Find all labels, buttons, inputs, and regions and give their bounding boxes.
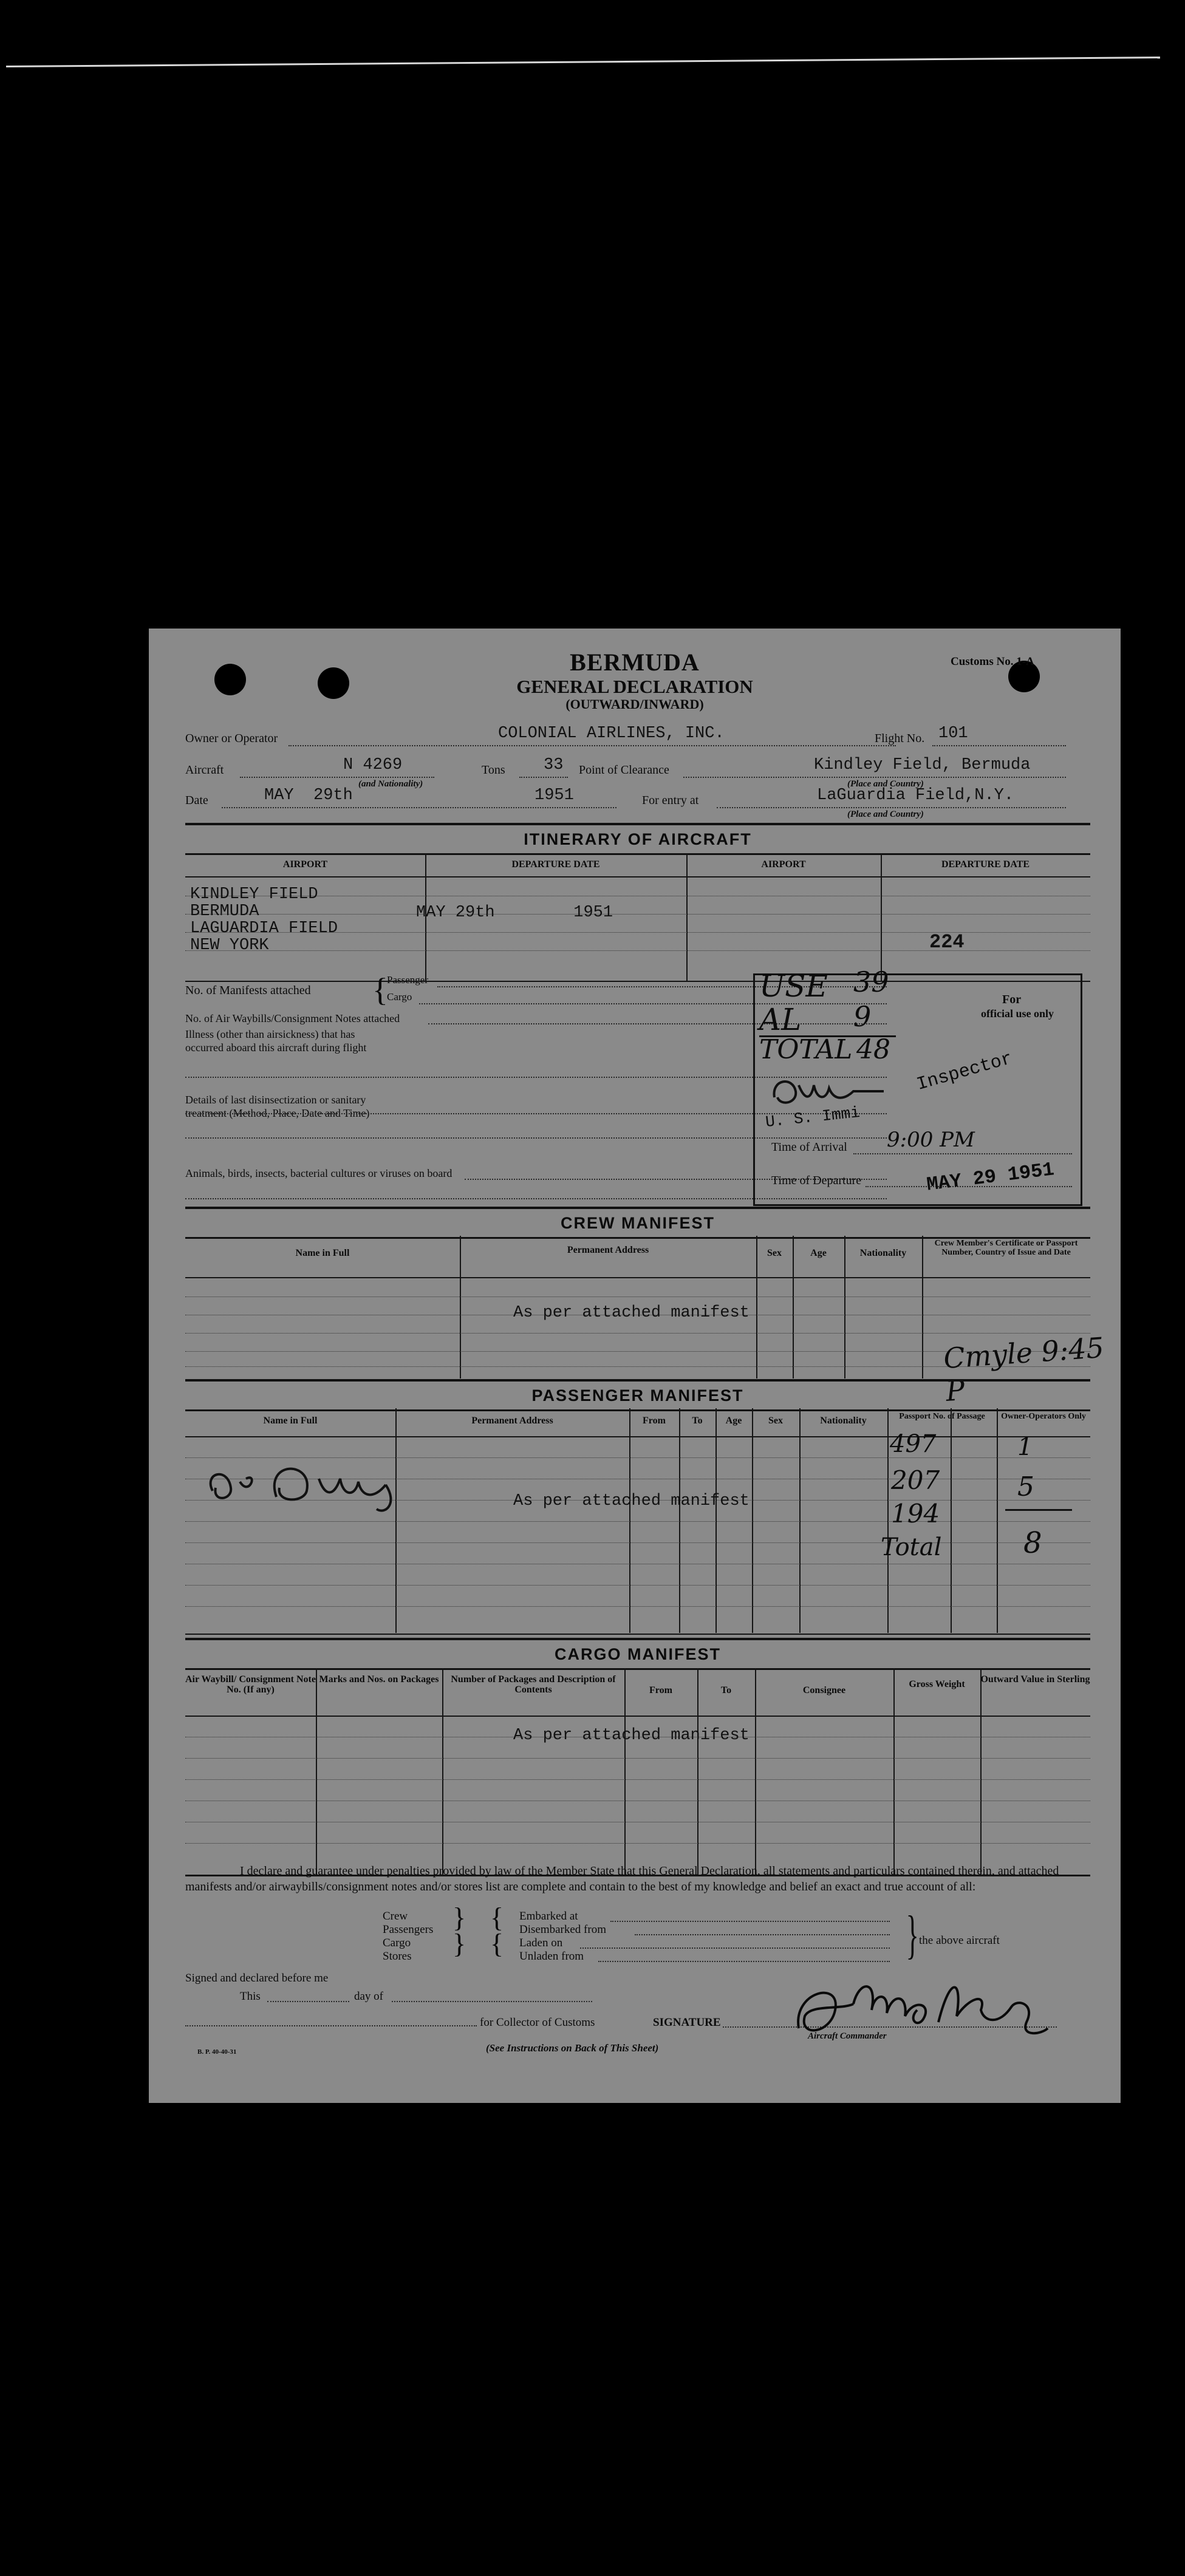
day-label: day of [354,1990,384,2003]
crew-col-sex: Sex [767,1248,782,1258]
hand-al-value: 9 [853,1000,872,1033]
decl-embarked: Embarked at [519,1910,578,1923]
animals-label: Animals, birds, insects, bacterial cultures or viruses on board [185,1167,452,1179]
entry-label: For entry at [642,794,699,807]
passenger-col-age: Age [725,1416,742,1426]
cargo-col-to: To [720,1685,732,1695]
itinerary-airport-2: BERMUDA [190,902,259,921]
entry-value: LaGuardia Field,N.Y. [817,786,1014,805]
passenger-note: As per attached manifest [513,1492,750,1510]
hand-owner-count-1: 1 [1017,1433,1033,1461]
declaration-mid-items [519,1910,606,1963]
hand-al-label: AL [759,1002,802,1037]
itinerary-col-airport-2: AIRPORT [761,859,806,870]
official-for-label: For [1002,993,1022,1006]
commander-label: Aircraft Commander [808,2031,887,2041]
disinsect-label: Details of last disinsectization or sanitary treatment (Method, Place, Date and Time) [185,1094,370,1119]
itinerary-heading: ITINERARY OF AIRCRAFT [185,823,1090,855]
customs-form-number: Customs No. 1-A [951,655,1034,668]
inspector-stamp: Inspector [914,1048,1015,1095]
official-use-label: official use only [981,1007,1054,1020]
hand-passport-207: 207 [891,1465,940,1495]
collector-label: for Collector of Customs [480,2016,595,2029]
cargo-col-from: From [649,1685,672,1695]
decl-item-stores: Stores [383,1950,412,1963]
this-label: This [240,1990,261,2003]
cargo-col-weight: Gross Weight [909,1679,965,1689]
itinerary-col-airport: AIRPORT [282,859,328,870]
illness-label: Illness (other than airsickness) that has occurred aboard this aircraft during flight [185,1028,367,1054]
aircraft-label: Aircraft [185,763,224,777]
cargo-note: As per attached manifest [513,1726,750,1745]
departure-date-stamp: MAY 29 1951 [925,1158,1056,1196]
decl-item-crew: Crew [383,1910,408,1923]
passenger-col-name: Name in Full [263,1416,318,1426]
itinerary-airport-3: LAGUARDIA FIELD [190,919,338,938]
manifests-label: No. of Manifests attached [185,984,311,997]
passenger-col-owner: Owner-Operators Only [1001,1412,1086,1421]
crew-note: As per attached manifest [513,1304,750,1322]
aircraft-note: (and Nationality) [358,779,423,789]
decl-item-passengers: Passengers [383,1923,434,1936]
hand-total-value: 48 [856,1034,890,1065]
colony-name: BERMUDA [570,649,700,676]
owner-value: COLONIAL AIRLINES, INC. [498,724,725,743]
passenger-col-from: From [643,1416,666,1426]
aircraft-value: N 4269 [343,756,403,774]
date-value: MAY 29th [264,786,353,805]
tons-value: 33 [544,756,564,774]
cargo-heading: CARGO MANIFEST [185,1638,1090,1670]
decl-disembarked: Disembarked from [519,1923,606,1936]
manifests-brace: { [372,972,388,1008]
hand-use-label: USE [759,969,828,1004]
crew-col-address: Permanent Address [567,1245,649,1255]
signature-label: SIGNATURE [653,2016,721,2029]
decl-laden: Laden on [519,1937,563,1949]
form-subtitle: (OUTWARD/INWARD) [565,697,704,712]
hand-owner-count-3: 8 [1023,1526,1042,1560]
commander-signature [787,1968,1054,2053]
itinerary-departure-date: MAY 29th 1951 [416,904,613,922]
signed-label: Signed and declared before me [185,1972,329,1985]
itinerary-col-departure-2: DEPARTURE DATE [941,859,1030,870]
passenger-heading: PASSENGER MANIFEST [185,1379,1090,1411]
form-title: GENERAL DECLARATION [516,676,753,697]
itinerary-airport-4: NEW YORK [190,936,269,955]
itinerary-stamp-number: 224 [929,931,965,953]
flight-label: Flight No. [875,732,925,745]
passenger-col-sex: Sex [768,1416,783,1426]
crew-heading: CREW MANIFEST [185,1207,1090,1239]
cargo-col-waybill: Air Waybill/ Consignment Note No. (If any) [185,1674,316,1695]
hand-passport-top: 497 [890,1430,937,1458]
waybills-label: No. of Air Waybills/Consignment Notes attached [185,1012,400,1024]
form-code: B. P. 40-40-31 [197,2048,237,2056]
hand-passport-194: 194 [891,1499,940,1528]
clearance-label: Point of Clearance [579,763,669,777]
passenger-col-to: To [692,1416,703,1426]
passenger-col-address: Permanent Address [471,1416,553,1426]
cargo-col-description: Number of Packages and Description of Contents [451,1674,616,1695]
arrival-label: Time of Arrival [771,1140,847,1154]
itinerary-airport-1: KINDLEY FIELD [190,885,318,904]
crew-col-certificate: Crew Member's Certificate or Passport Number, Country of Issue and Date [934,1239,1078,1257]
cargo-col-marks: Marks and Nos. on Packages [319,1674,439,1685]
owner-label: Owner or Operator [185,732,278,745]
arrival-value: 9:00 PM [887,1128,975,1152]
declaration-text: I declare and guarantee under penalties provided by law of the Member State that this General Declaration, all statements and particulars contained therein, and attached manifests and/or airwaybills/consignment notes and/or stores list are complete and contain to the best of my knowledge and belief an exact and true account of all: [185,1864,1059,1893]
hand-passport-total: Total [881,1533,942,1561]
immigration-stamp: U. S. Immi [764,1103,861,1132]
flight-value: 101 [938,724,968,743]
crew-hand-note: Cmyle 9:45 P [942,1331,1105,1408]
decl-unladen: Unladen from [519,1950,584,1963]
crew-col-name: Name in Full [295,1248,350,1258]
cargo-label: Cargo [387,991,412,1003]
declaration-left-items [383,1910,433,1963]
inspector-initials-scribble [768,1073,890,1109]
tons-label: Tons [482,763,505,777]
clearance-note: (Place and Country) [847,779,924,789]
passenger-label: Passenger [387,974,428,986]
passenger-scribble [203,1454,404,1515]
instructions-note: (See Instructions on Back of This Sheet) [486,2042,659,2054]
general-declaration-form: BERMUDA GENERAL DECLARATION (OUTWARD/INWARD) Customs No. 1-A Owner or Operator COLONIAL AIRLINES, INC. Flight No. 101 Aircraft N 4269 (and Nationality) Tons 33 Point of Clearance Kindley Field, Bermuda (Place and Country) Date MAY 29th 1951 For entry at LaGuardia Field,N.Y. (Place and Country) ITINERARY OF AIRCRAFT AIRPORT DEPARTURE DATE AIRPORT DEPARTURE DATE KINDLEY FIELD BERMUDA LAGUARDIA FIELD NEW YORK MAY 29th 1951 224 No. of Manifests attached { Passenger Cargo No. of Air Waybills/Consignment Notes attached Illness (other than airsickness) that has occurred aboard this aircraft during flight Details of last disinsectization or sanitary treatment (Method, Place, Date and Time) Animals, birds, insects, bacterial cultures or viruses on board For official use only USE 39 AL 9 TOTAL 48 Inspector U. S. Immi Time of Arrival 9:00 PM Time of Departure MAY 29 1951 CREW MANIFEST Name in Full Permanent Address Sex Age Nationality Crew Member's Certificate or Passport Number, Country of Issue and Date As per attached manifest Cmyle 9:45 P PASSENGER MANIFEST Name in Full Permanent Address From To Age Sex Nationality Passport No. of Passage Owner-Operators Only As per attached manifest 497 207 194 Total 1 5 8 CARGO MANIFEST Air Waybill/ Consignment Note No. (If any) Marks and Nos. on Packages Number of Packages and Description of Contents From To Consignee Gross Weight Outward Value in Sterling As per attached manifest I declare and guarantee under penalties provided by law of the Member State that this General Declaration, all statements and particulars contained therein, and attached manifests and/or airwaybills/consignment notes and/or stores list are complete and contain to the best of my knowledge and belief an exact and true account of all: Crew Passengers Cargo Stores } } { { Embarked at Disembarked from Laden on Unladen from } the above aircraft Signed and declared before me This day of for Collector of Customs SIGNATURE Aircraft Commander (See Instructions on Back of This Sheet) B. P. 40-40-31 [149,629,1121,2103]
departure-label: Time of Departure [771,1174,862,1187]
hand-total-label: TOTAL [759,1034,853,1065]
film-edge-line [6,56,1160,67]
crew-col-age: Age [810,1248,827,1258]
itinerary-col-departure: DEPARTURE DATE [511,859,600,870]
hand-use-value: 39 [853,966,889,998]
hand-owner-count-2: 5 [1017,1471,1034,1502]
entry-note: (Place and Country) [847,809,924,819]
cargo-col-consignee: Consignee [802,1685,846,1695]
year-value: 1951 [534,786,574,805]
date-label: Date [185,794,208,807]
aircraft-text: the above aircraft [919,1934,1000,1947]
cargo-col-value: Outward Value in Sterling [980,1674,1090,1685]
passenger-col-passport: Passport No. of Passage [899,1412,985,1421]
decl-item-cargo: Cargo [383,1937,411,1949]
clearance-value: Kindley Field, Bermuda [814,756,1031,774]
passenger-col-nationality: Nationality [820,1416,867,1426]
crew-col-nationality: Nationality [859,1248,907,1258]
